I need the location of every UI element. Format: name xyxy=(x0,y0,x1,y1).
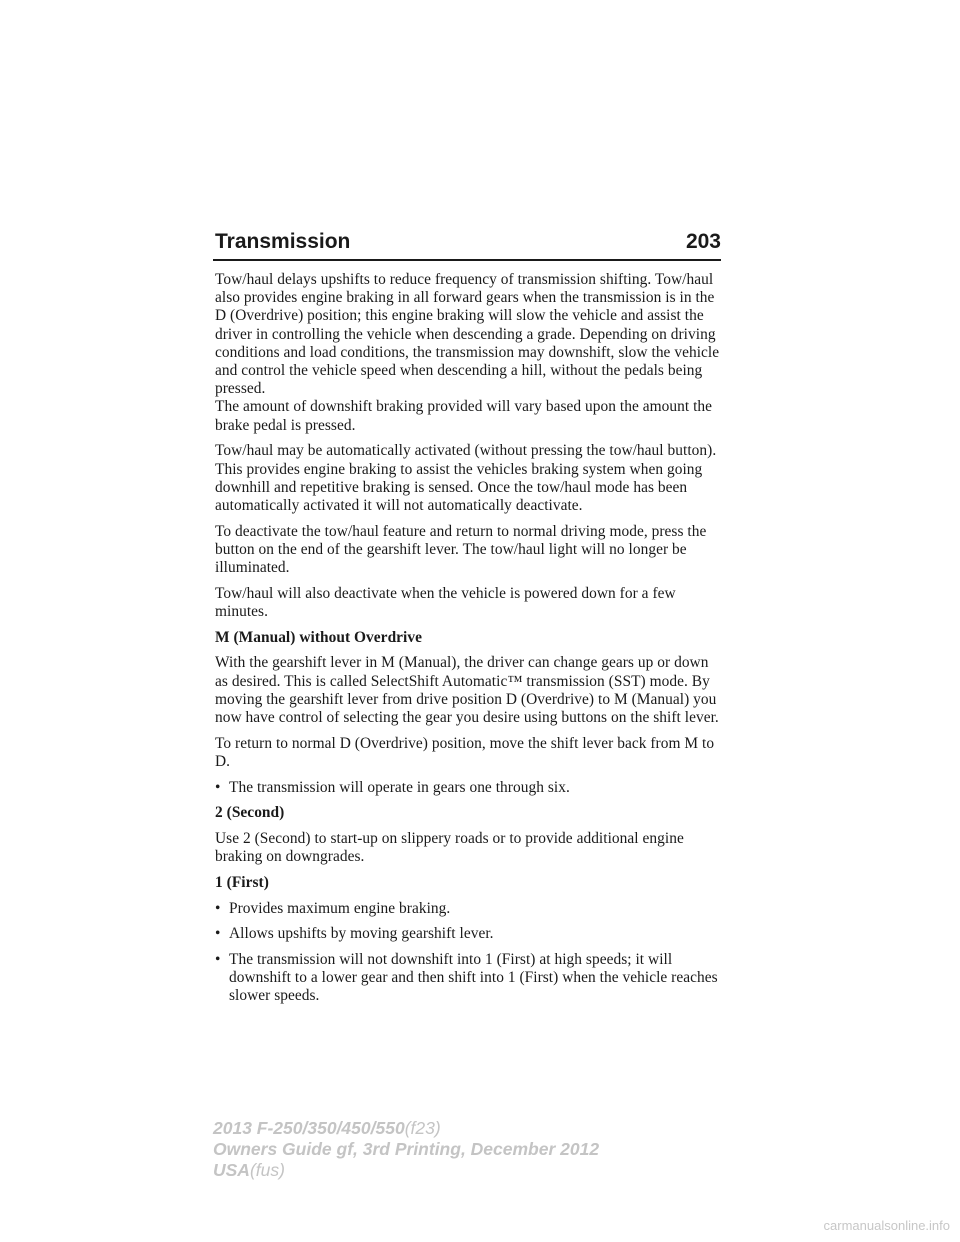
bullet-icon: • xyxy=(215,899,221,917)
bullet-icon: • xyxy=(215,951,221,968)
bullet-icon: • xyxy=(215,778,221,796)
footer-line-model xyxy=(213,1118,599,1139)
list-item xyxy=(215,951,725,1006)
footer-line-edition xyxy=(213,1139,599,1160)
paragraph-power-down: Tow/haul will also deactivate when the vehicle is powered down for a few minutes. xyxy=(215,584,676,620)
paragraph-downshift-braking: The amount of downshift braking provided will vary based upon the amount the brake pedal is pressed. xyxy=(215,398,713,434)
list-item xyxy=(215,925,725,943)
subheading-second: 2 (Second) xyxy=(215,804,285,822)
footer-market-code: (fus) xyxy=(249,1160,285,1180)
footer-line-market xyxy=(213,1160,599,1181)
list-item-text: Provides maximum engine braking. xyxy=(229,899,451,917)
paragraph-second-gear: Use 2 (Second) to start-up on slippery roads or to provide additional engine braking on downgrades. xyxy=(215,829,684,866)
footer-model: 2013 F-250/350/450/550 xyxy=(213,1118,405,1138)
page-header xyxy=(213,229,721,261)
paragraph-manual-mode: With the gearshift lever in M (Manual), the driver can change gears up or down as desired. This is called SelectShift Automatic™ transmission (SST) mode. By moving the gearshift lever from drive position D (Overdrive) to M (Manual) you now have control of selecting the gear you desire using buttons on the shift lever. xyxy=(215,654,719,726)
watermark: carmanualsonline.info xyxy=(823,1218,950,1233)
section-title: Transmission xyxy=(215,230,351,253)
list-item xyxy=(215,779,725,797)
paragraph-deactivate: To deactivate the tow/haul feature and return to normal driving mode, press the button on the end of the gearshift lever. The tow/haul light will no longer be illuminated. xyxy=(215,522,707,577)
footer-market: USA xyxy=(213,1160,250,1180)
subheading-manual: M (Manual) without Overdrive xyxy=(215,628,423,646)
footer-model-code: (f23) xyxy=(404,1118,441,1138)
paragraph-towhaul-intro: Tow/haul delays upshifts to reduce frequency of transmission shifting. Tow/haul also provides engine braking in all forward gears when the transmission is in the D (Overdrive) position; this engine braking will slow the vehicle and assist the driver in controlling the vehicle when descending a grade. Depending on driving conditions and load conditions, the transmission may downshift, slow the vehicle and control the vehicle speed when descending a hill, without the pedals being pressed. xyxy=(215,271,720,398)
bullet-icon: • xyxy=(215,925,221,943)
list-item xyxy=(215,900,725,918)
footer-edition: Owners Guide gf, 3rd Printing, December 2012 xyxy=(213,1139,600,1159)
page-footer xyxy=(213,1118,599,1181)
list-item-text: The transmission will not downshift into 1 (First) at high speeds; it will downshift to a lower gear and then shift into 1 (First) when the vehicle reaches slower speeds. xyxy=(229,951,718,1005)
body-text xyxy=(215,271,725,1013)
subheading-first: 1 (First) xyxy=(215,873,269,891)
paragraph-auto-activation: Tow/haul may be automatically activated (without pressing the tow/haul button). This provides engine braking to assist the vehicles braking system when going downhill and repetitive braking is sensed. Once the tow/haul mode has been automatically activated it will not automatically deactivate. xyxy=(215,442,717,514)
list-item-text: The transmission will operate in gears one through six. xyxy=(229,778,570,796)
list-item-text: Allows upshifts by moving gearshift lever. xyxy=(229,925,494,943)
page-number: 203 xyxy=(685,230,721,253)
paragraph-return-overdrive: To return to normal D (Overdrive) position, move the shift lever back from M to D. xyxy=(215,734,715,770)
